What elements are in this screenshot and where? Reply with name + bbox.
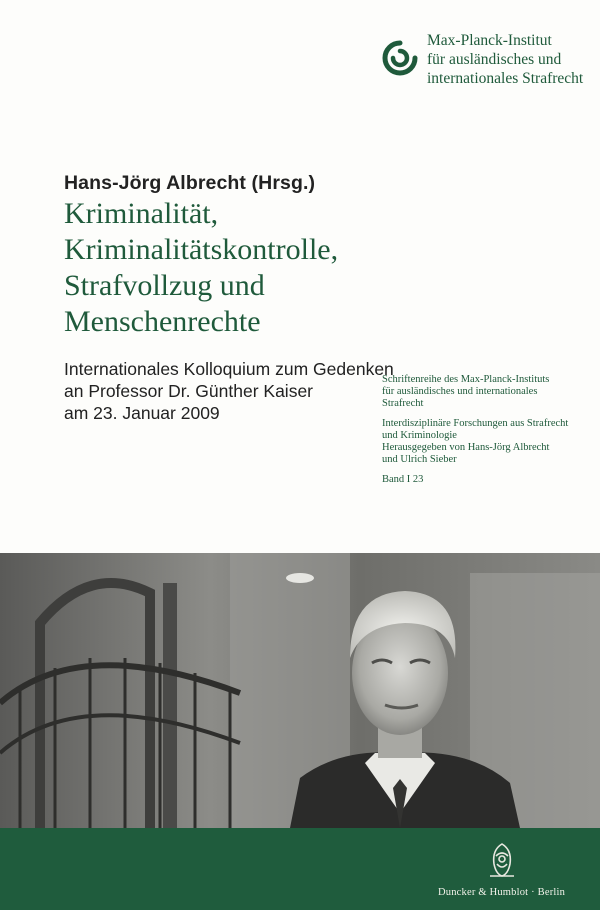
- book-title: [64, 196, 338, 340]
- series-line: Strafrecht: [382, 398, 424, 409]
- series-volume: Band I 23: [382, 474, 424, 485]
- book-editor: Hans-Jörg Albrecht (Hrsg.): [64, 172, 316, 194]
- subtitle-line: am 23. Januar 2009: [64, 403, 220, 423]
- title-line: Strafvollzug und: [64, 269, 265, 302]
- duncker-humblot-emblem-icon: [484, 840, 520, 880]
- series-line: Herausgegeben von Hans-Jörg Albrecht: [382, 442, 550, 453]
- title-line: Kriminalitätskontrolle,: [64, 233, 339, 266]
- institute-name: [427, 31, 583, 88]
- series-line: Interdisziplinäre Forschungen aus Strafrecht: [382, 418, 569, 429]
- series-name: [382, 374, 568, 410]
- institute-line: für ausländisches und: [427, 51, 562, 68]
- subtitle-line: an Professor Dr. Günther Kaiser: [64, 381, 313, 401]
- series-line: und Kriminologie: [382, 430, 457, 441]
- title-line: Kriminalität,: [64, 197, 219, 230]
- institute-line: Max-Planck-Institut: [427, 32, 552, 49]
- subtitle-line: Internationales Kolloquium zum Gedenken: [64, 359, 394, 379]
- mpi-logo-icon: [382, 40, 418, 76]
- cover-photo: [0, 553, 600, 828]
- institute-line: internationales Strafrecht: [427, 70, 584, 87]
- series-line: für ausländisches und internationales: [382, 386, 538, 397]
- book-subtitle: [64, 358, 394, 424]
- series-subseries: [382, 418, 568, 466]
- series-line: und Ulrich Sieber: [382, 454, 457, 465]
- title-line: Menschenrechte: [64, 305, 261, 338]
- publisher-name: Duncker & Humblot · Berlin: [438, 887, 566, 898]
- series-line: Schriftenreihe des Max-Planck-Instituts: [382, 374, 550, 385]
- series-info: [382, 374, 568, 486]
